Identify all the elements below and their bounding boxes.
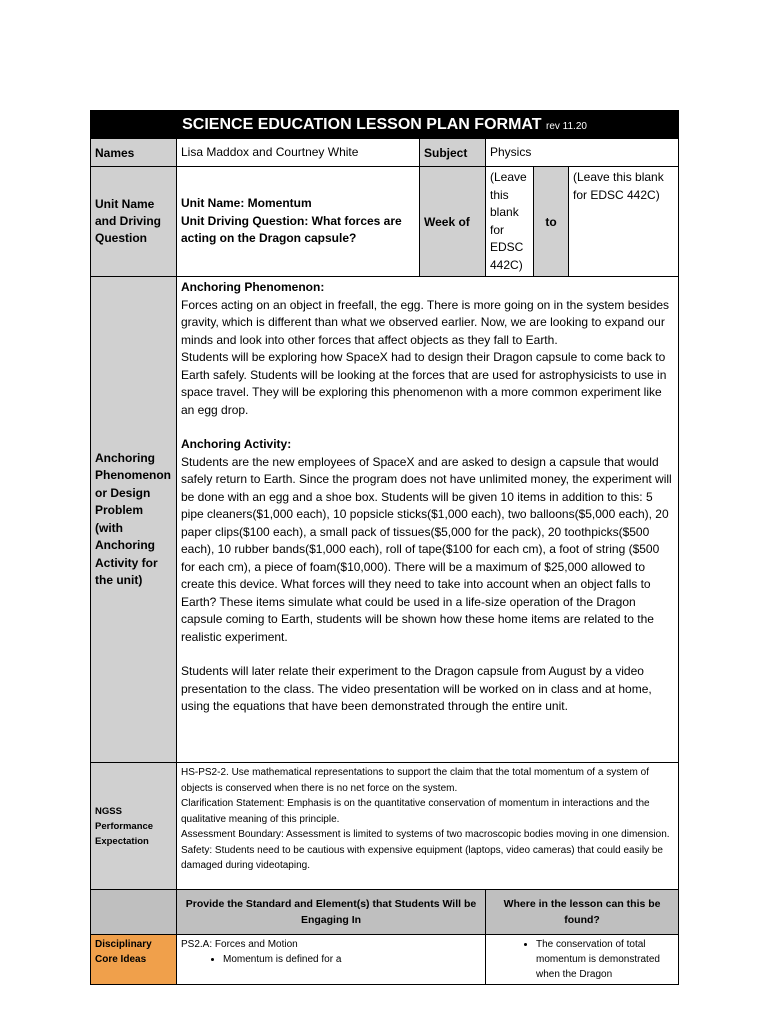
activity-paragraph-2: Students will later relate their experiment to the Dragon capsule from August by a video presentation to the class. The video presentation will be worked on in class and at home, using the equations that have been demonstrated through the entire unit. xyxy=(181,664,652,713)
to-label: to xyxy=(534,167,569,277)
spacer xyxy=(181,419,674,436)
ngss-label: NGSS Performance Expectation xyxy=(91,763,177,890)
activity-paragraph-1: Students are the new employees of SpaceX and are asked to design a capsule that would safely return to Earth. Since the program does not have unlimited money, the experiment will be done with an egg and a shoe box. Students will be given 10 items in addition to this: 5 pipe cleaners($1,000 each), 10 popsicle sticks($1,000 each), two balloons($5,000 each), 20 paper clips($100 each), a small pack of tissues($5,000 for the pack), 20 toothpicks($500 each), 10 rubber bands($1,000 each), roll of tape($100 for each cm), a foot of string ($500 for each cm), a piece of foam($10,000). There will be a maximum of $25,000 allowed to create this device. What forces will they need to take into account when an object falls to Earth? These items simulate what could be used in a life-size operation of the Dragon capsule coming to Earth, students will be shown how these home items are related to the realistic experiment. xyxy=(181,454,672,644)
unit-label: Unit Name and Driving Question xyxy=(91,167,177,277)
phenomenon-heading: Anchoring Phenomenon: xyxy=(181,280,325,294)
phenomenon-paragraph-2: Students will be exploring how SpaceX had to design their Dragon capsule to come back to Earth safely. Students will be looking at the forces that are used for astrophysicists to use in space travel. They will be exploring this phenomenon with a more common experiment like an egg drop. xyxy=(181,350,667,417)
page-title: SCIENCE EDUCATION LESSON PLAN FORMAT xyxy=(182,115,542,133)
ngss-clarification: Clarification Statement: Emphasis is on the quantitative conservation of momentum in interactions and the qualitative meaning of this principle. xyxy=(181,798,650,825)
ngss-safety: Safety: Students need to be cautious with expensive equipment (laptops, video cameras) that could easily be damaged during videotaping. xyxy=(181,844,663,871)
ngss-content xyxy=(177,763,679,890)
revision-label: rev 11.20 xyxy=(546,120,587,132)
dci-standard: PS2.A: Forces and Motion xyxy=(181,939,298,950)
subject-label: Subject xyxy=(420,139,486,167)
standard-column-header: Provide the Standard and Element(s) that Students Will be Engaging In xyxy=(177,890,486,935)
dci-location: • The conservation of total momentum is demonstrated when the Dragon xyxy=(536,937,674,982)
ngss-standard: HS-PS2-2. Use mathematical representations to support the claim that the total momentum of a system of objects is conserved when there is no net force on the system. xyxy=(181,767,649,794)
unit-name: Unit Name: Momentum xyxy=(181,196,312,211)
dci-element: • Momentum is defined for a xyxy=(223,952,481,967)
week-end-blank: (Leave this blank for EDSC 442C) xyxy=(569,167,679,277)
names-value: Lisa Maddox and Courtney White xyxy=(177,139,420,167)
dci-location-cell xyxy=(486,935,679,985)
names-label: Names xyxy=(91,139,177,167)
week-start-blank: (Leave this blank for EDSC 442C) xyxy=(486,167,534,277)
week-of-label: Week of xyxy=(420,167,486,277)
ngss-boundary: Assessment Boundary: Assessment is limited to systems of two macroscopic bodies moving in one dimension. xyxy=(181,829,670,840)
unit-driving-question: Unit Driving Question: What forces are acting on the Dragon capsule? xyxy=(181,213,402,246)
dci-label: Disciplinary Core Ideas xyxy=(91,935,177,985)
lesson-plan-table xyxy=(90,110,679,985)
phenomenon-paragraph-1: Forces acting on an object in freefall, the egg. There is more going on in the system besides gravity, which is different than what we observed earlier. Now, we are looking to expand our minds and look into other forces that affect objects as they fall to Earth. xyxy=(181,297,670,347)
activity-heading: Anchoring Activity: xyxy=(181,437,292,451)
dci-location-list xyxy=(490,937,674,982)
subject-value: Physics xyxy=(486,139,679,167)
dci-element-list xyxy=(181,952,481,967)
title-bar xyxy=(91,111,679,139)
anchoring-label: Anchoring Phenomenon or Design Problem (with Anchoring Activity for the unit) xyxy=(91,277,177,763)
unit-content xyxy=(177,167,420,277)
spacer xyxy=(181,646,674,663)
header-blank-cell xyxy=(91,890,177,935)
anchoring-content xyxy=(177,277,679,763)
dci-standard-cell xyxy=(177,935,486,985)
location-column-header: Where in the lesson can this be found? xyxy=(486,890,679,935)
